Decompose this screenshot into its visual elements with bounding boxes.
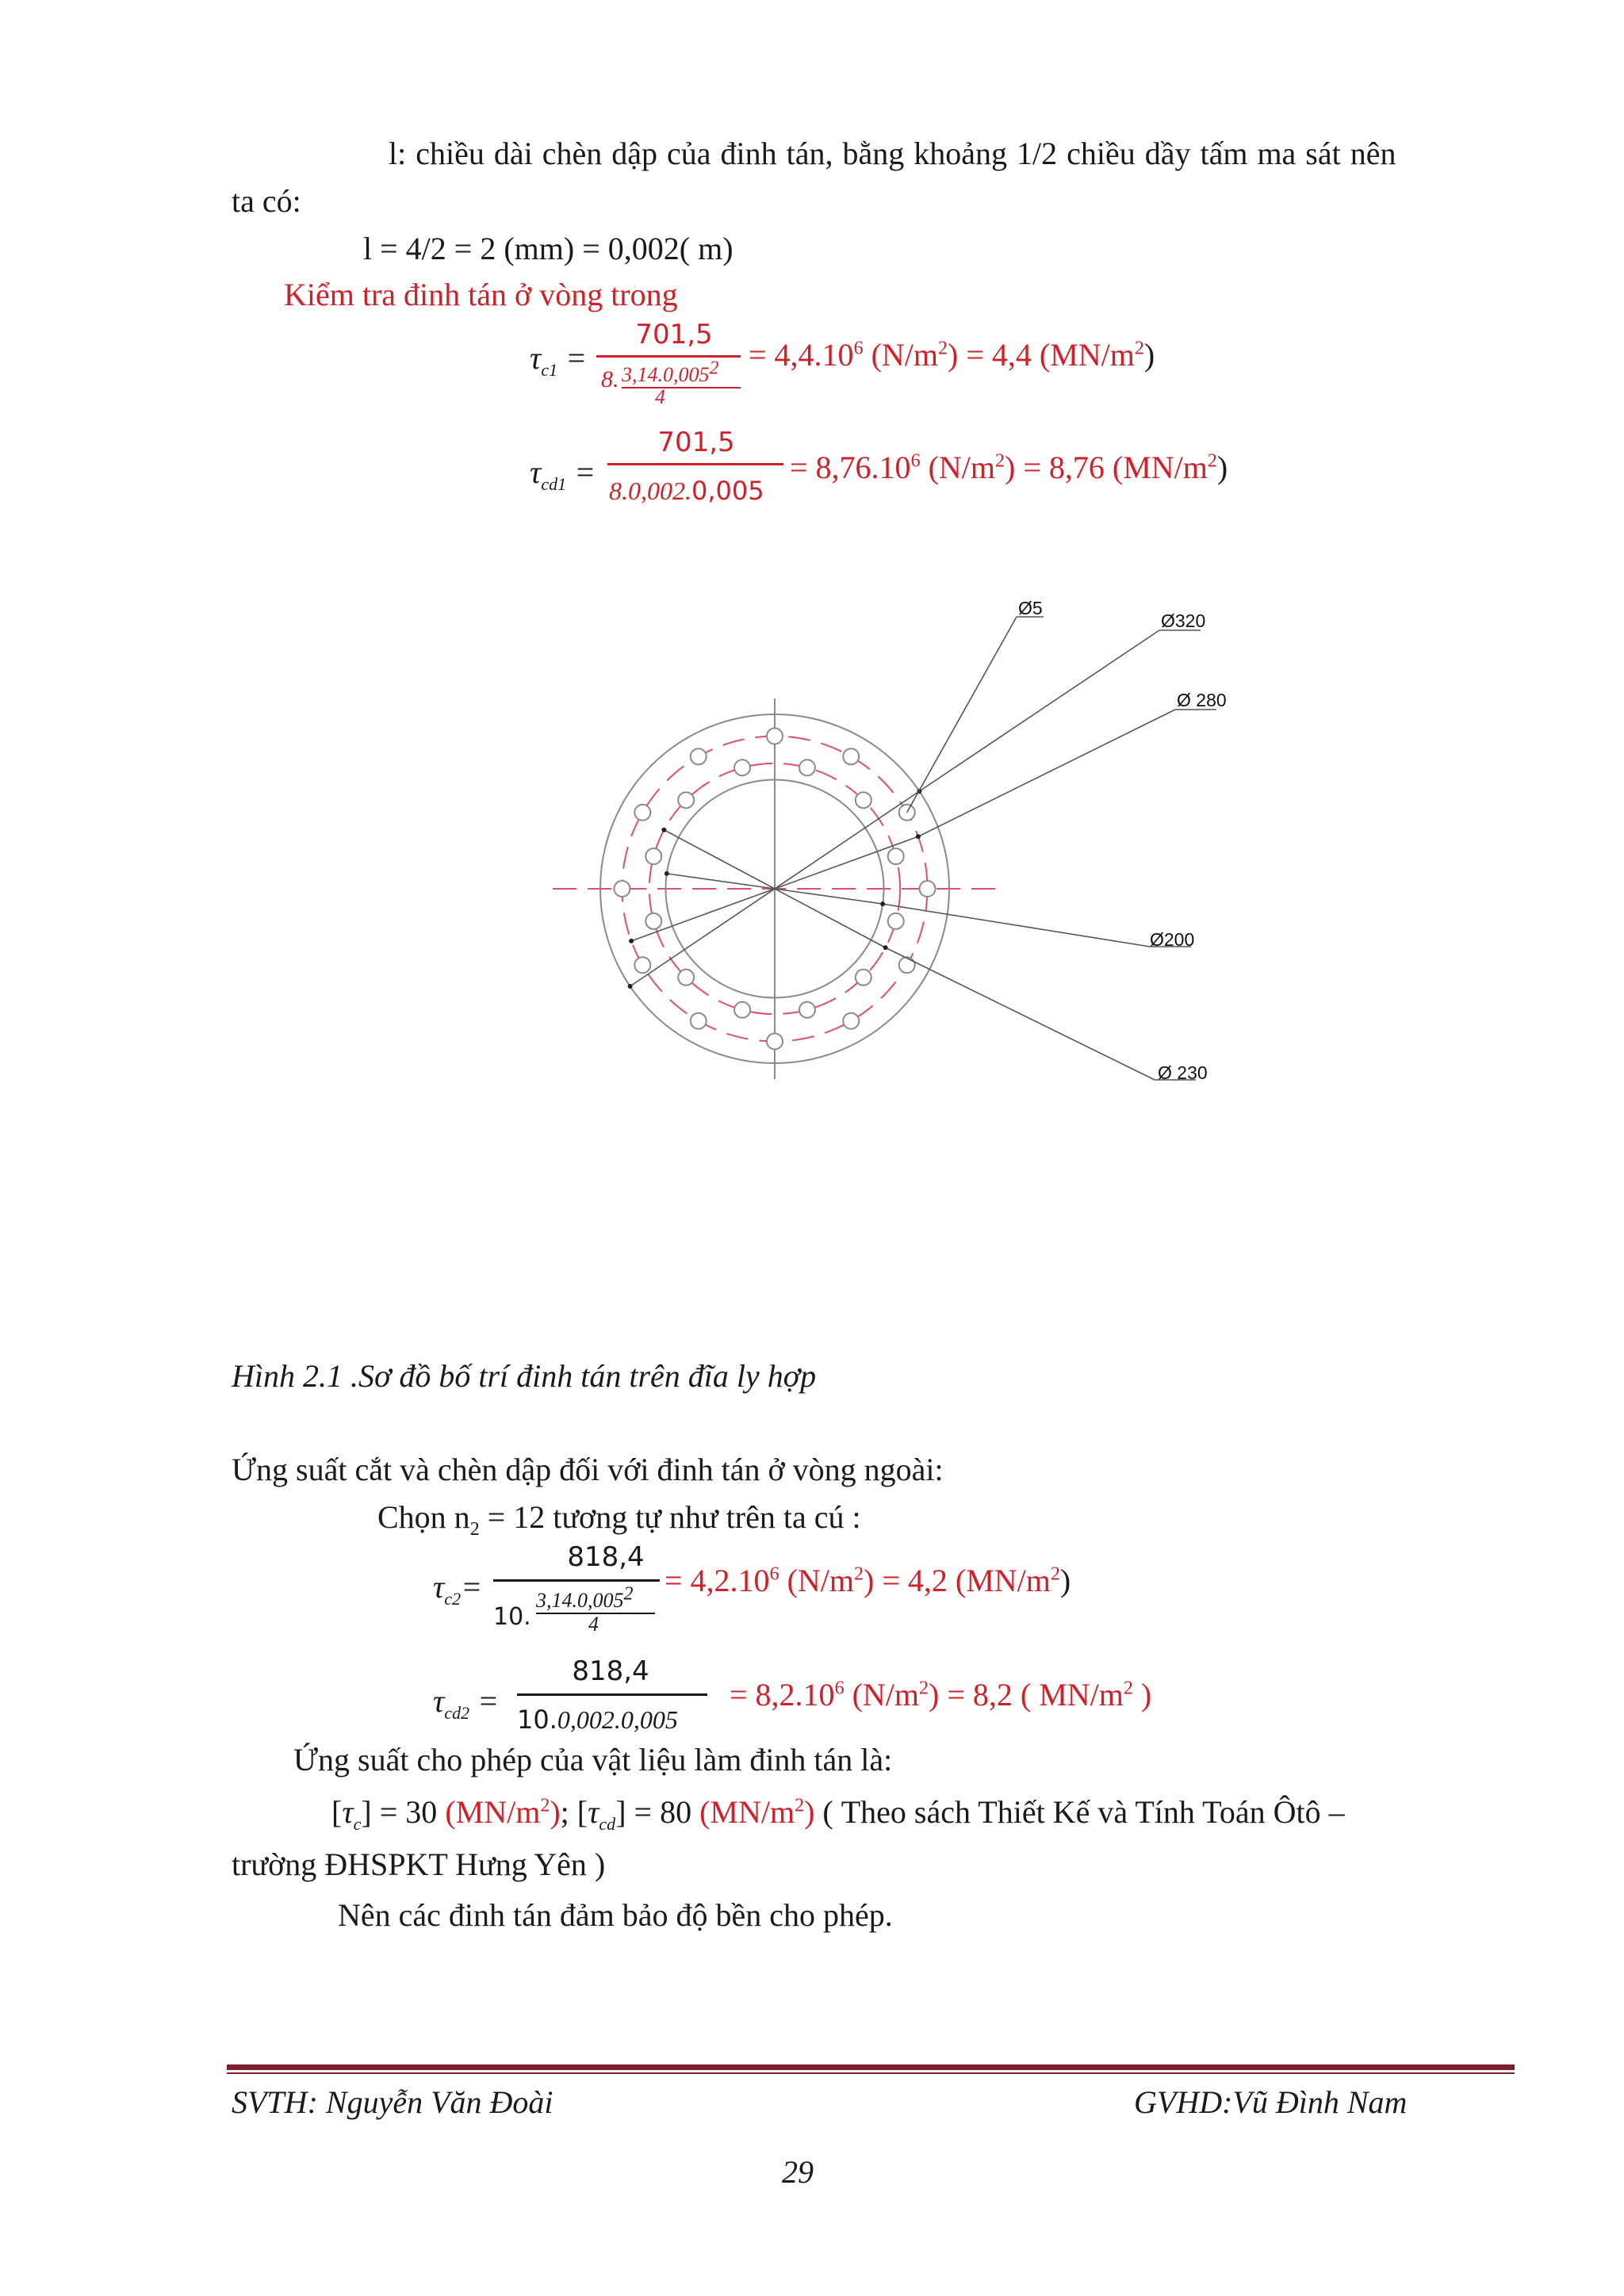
leader-d280-arrow [916,834,921,839]
tau-c1-den-bottom: 4 [655,385,665,408]
tau-c2-result: = $4,2.10^6$ $(N/m^2) = 4,2$ $(MN/m^2)$ [665,1563,1071,1598]
tau-c2-symbol: $\tau_{c2}=$ [433,1569,483,1609]
outer-rivet-hole [615,881,630,897]
leader-d280-tail [918,710,1175,836]
tau-cd2-symbol: $\tau_{cd2}$ = [433,1683,500,1723]
tau-c1-den-prefix: 8. [601,366,619,392]
inner-rivet-hole [888,848,904,864]
check-heading: Kiểm tra đinh tán ở vòng trong [284,277,678,312]
footer-rule [227,2064,1515,2070]
label-d200: Ø200 [1150,929,1195,950]
outer-rivet-hole [634,805,650,821]
footer-student: SVTH: Nguyễn Văn Đoài [232,2084,553,2120]
leader-d320-tail [919,630,1159,791]
outer-rivet-hole [899,957,915,973]
page-number: 29 [782,2154,814,2190]
leader-d280-arrow-start [629,939,634,943]
inner-rivet-hole [645,913,661,929]
inner-rivet-hole [678,792,694,808]
allow-line1: Ứng suất cho phép của vật liệu làm đinh tán là: [293,1742,893,1777]
inner-rivet-hole [888,913,904,929]
tau-c2-den-prefix: 10. [493,1603,531,1631]
para2-line2: Chọn $n_2 = 12$ tương tự như trên ta cú : [377,1499,861,1540]
para1-line1: l: chiều dài chèn dập của đinh tán, bằng khoảng 1/2 chiều dầy tấm ma sát nên [389,136,1396,171]
tau-c1-result: = $4,4.10^6$ $(N/m^2) = 4,4$ $(MN/m^2)$ [749,337,1155,373]
tau-cd1-symbol: $\tau_{cd1}$ = [530,454,596,494]
tau-cd1-numerator: 701,5 [657,427,735,458]
figure-caption: Hình 2.1 .Sơ đồ bố trí đinh tán trên đĩa ly hợp [232,1358,817,1394]
allow-line4: Nên các đinh tán đảm bảo độ bền cho phép. [338,1897,893,1933]
footer-rule-thin [227,2072,1515,2074]
outer-rivet-hole [767,729,783,744]
tau-c1-den-top: 3,14.0,005$^2$ [622,358,719,386]
leader-d230-arrow-start [661,828,666,832]
outer-rivet-hole [634,957,650,973]
tau-c2-den-bottom: 4 [588,1613,599,1636]
label-d320: Ø320 [1161,610,1206,631]
tau-cd2-result: = $8,2.10^6$ $(N/m^2) = 8,2$ ( $MN/m^2$ ) [730,1677,1152,1712]
leader-d5 [907,617,1017,813]
label-d280: Ø 280 [1177,690,1227,710]
outer-rivet-hole [691,1013,707,1029]
allow-line3: trường ĐHSPKT Hưng Yên ) [232,1846,606,1882]
footer-advisor: GVHD:Vũ Đình Nam [1134,2084,1408,2120]
inner-rivet-hole [856,792,871,808]
tau-c1-numerator: 701,5 [635,319,713,350]
outer-rivet-hole [920,881,936,897]
inner-rivet-hole [645,848,661,864]
tau-cd2-numerator: 818,4 [572,1655,649,1687]
leader-d200-arrow-start [665,871,669,876]
label-d230: Ø 230 [1158,1062,1208,1083]
tau-c2-numerator: 818,4 [567,1541,645,1573]
label-d5: Ø5 [1018,598,1043,618]
leader-d230-tail [886,947,1155,1080]
formula-l: l = 4/2 = 2 (mm) = 0,002( m) [363,231,733,266]
leader-d320-arrow-start [628,984,633,989]
inner-rivet-hole [734,1002,750,1018]
inner-rivet-hole [734,760,750,775]
allow-line2: $[\tau_c] = 30$ $(MN/m^2)$; $[\tau_{cd}] = 80$ $(MN/m^2)$ ( Theo sách Thiết Kế và Tính Toán Ôtô – [331,1794,1345,1834]
para1-line2: ta có: [232,183,301,219]
leader-d200-arrow [880,901,885,906]
tau-c2-den-top: 3,14.0,005$^2$ [536,1583,634,1612]
outer-rivet-hole [691,748,707,764]
para2-line1: Ứng suất cắt và chèn dập đối với đinh tán ở vòng ngoài: [232,1452,944,1487]
tau-cd2-denominator: 10.0,002.0,005 [517,1705,678,1735]
inner-rivet-hole [799,760,815,775]
tau-cd1-denominator: 8.0,002.0,005 [609,476,764,506]
inner-rivet-hole [856,970,871,985]
leader-d230-arrow [883,945,888,950]
outer-rivet-hole [843,748,859,764]
inner-rivet-hole [678,970,694,985]
inner-rivet-hole [799,1002,815,1018]
outer-rivet-hole [843,1013,859,1029]
outer-rivet-hole [767,1034,783,1050]
tau-c1-symbol: $\tau_{c1}$ = [530,340,588,380]
tau-cd1-result: = $8,76.10^6$ $(N/m^2) = 8,76$ $(MN/m^2)$ [790,450,1228,485]
